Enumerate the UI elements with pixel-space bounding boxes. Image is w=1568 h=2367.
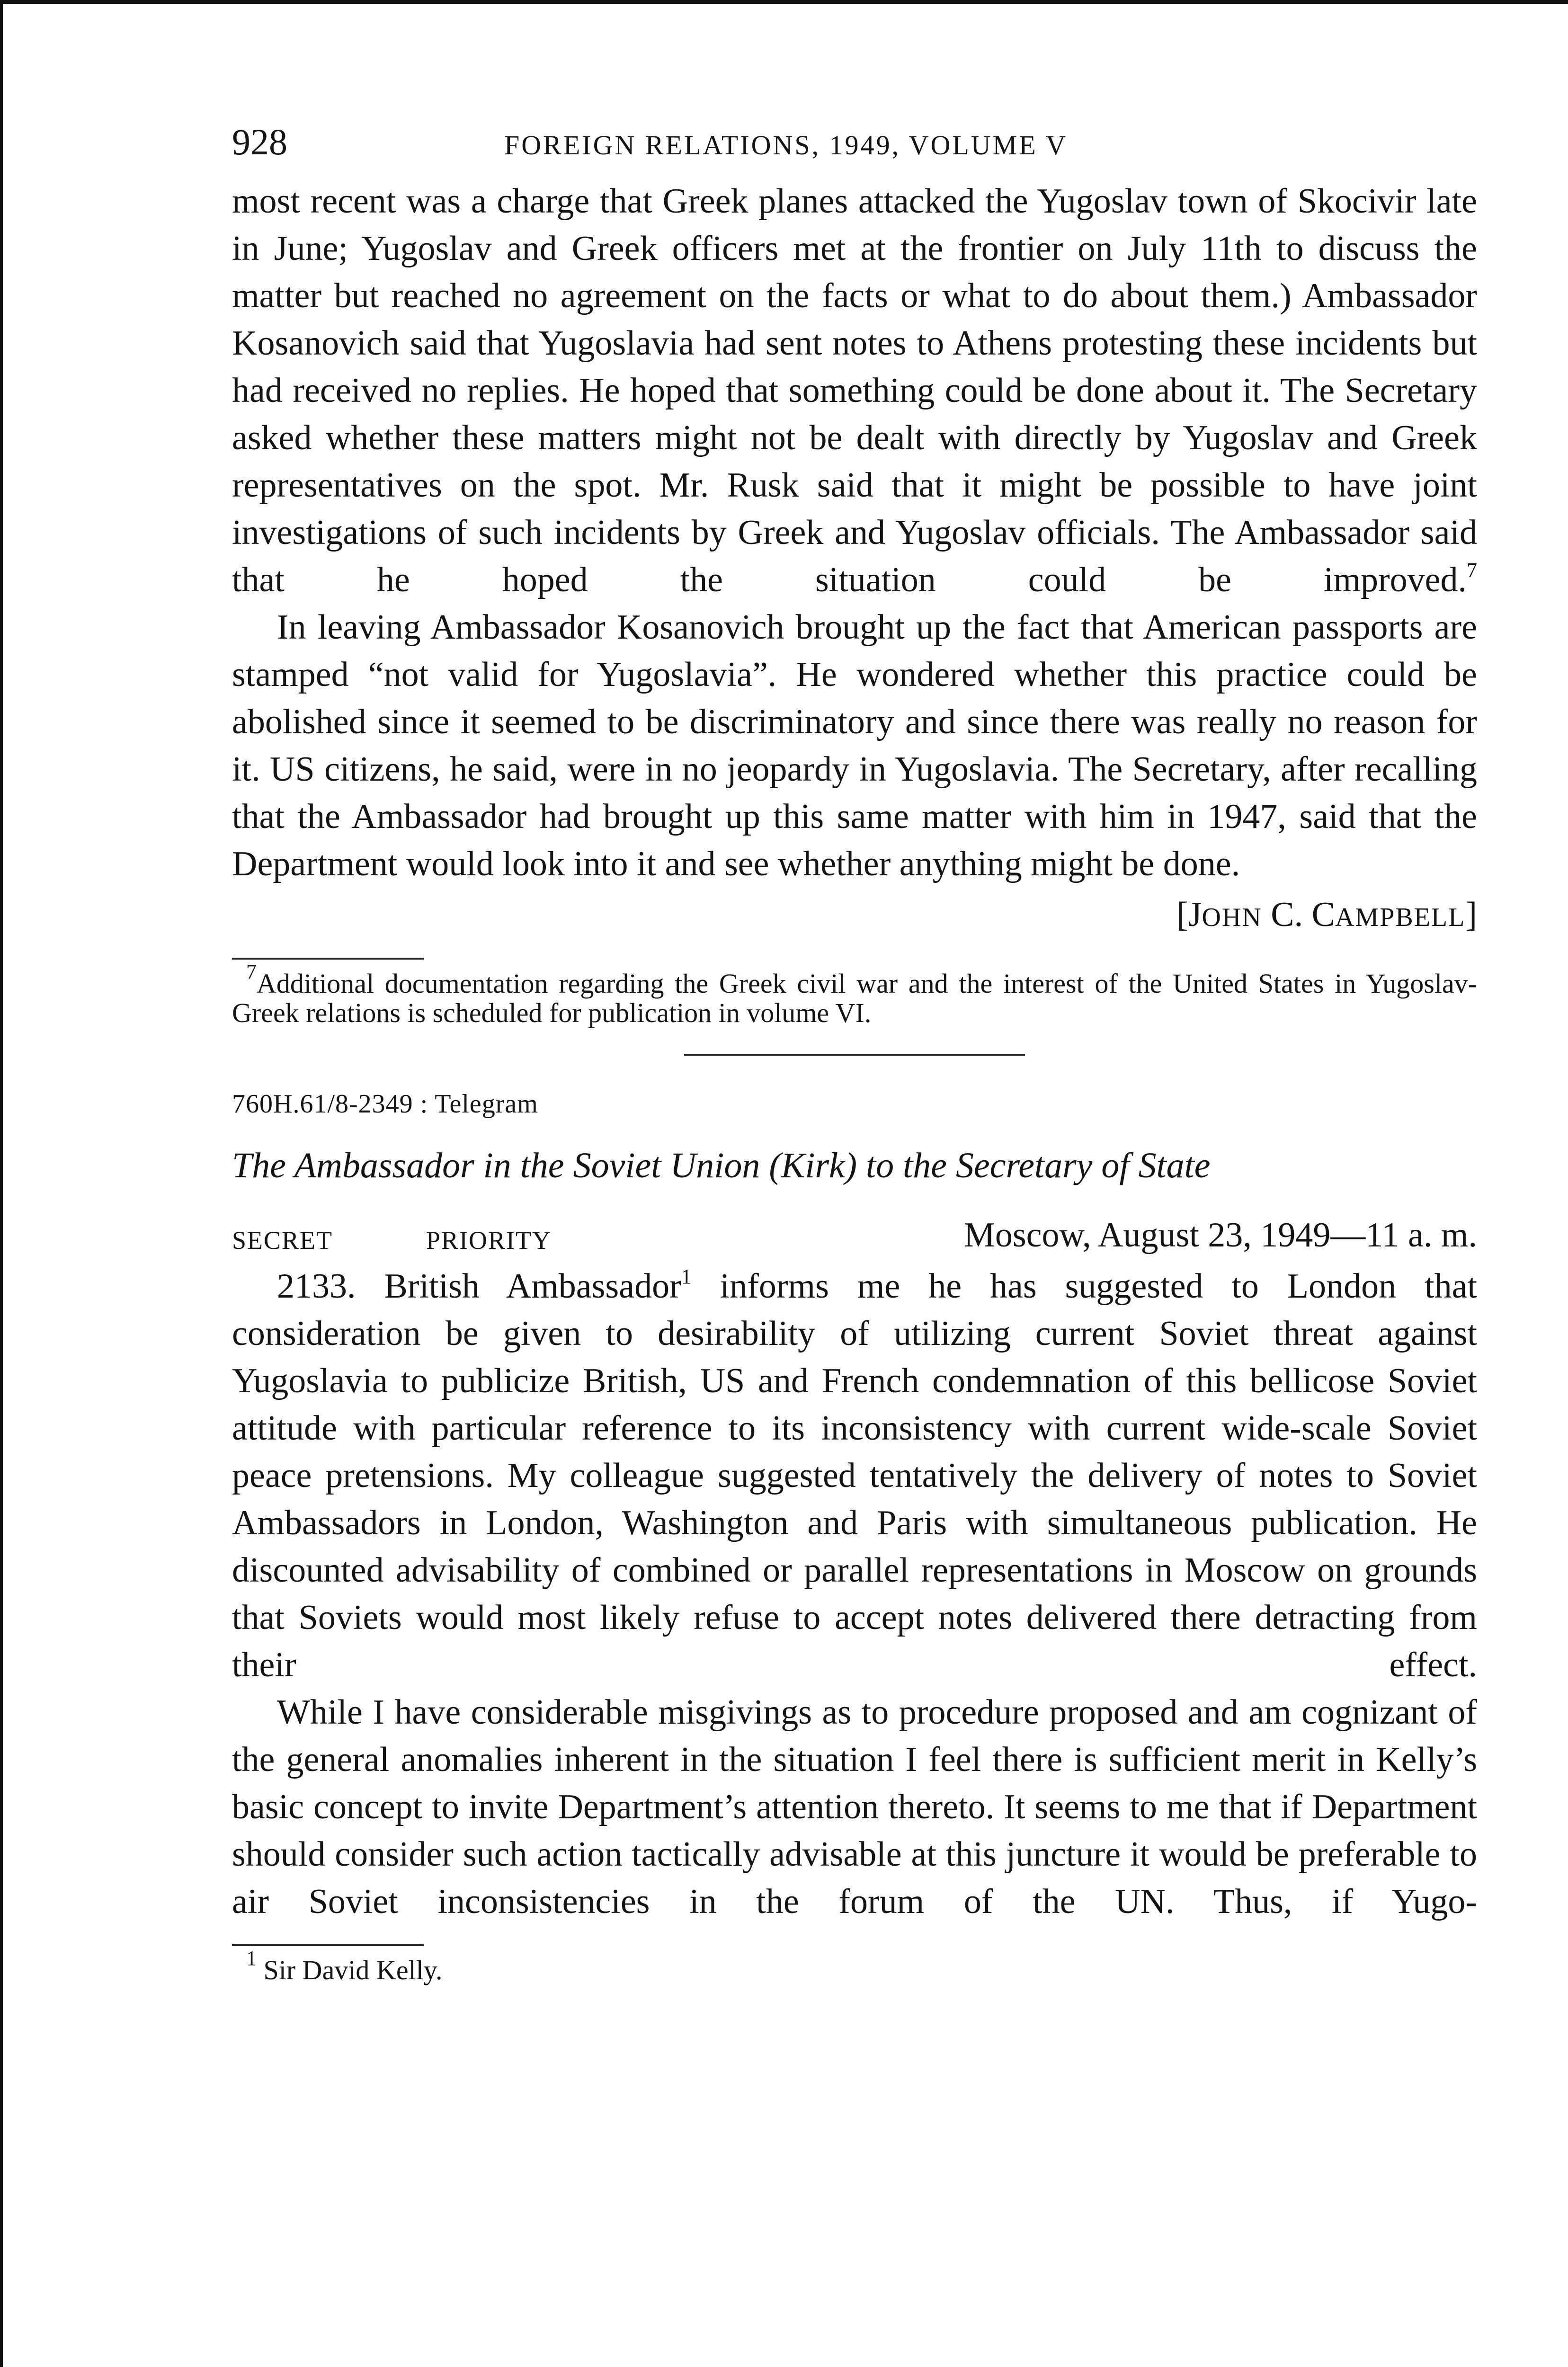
document-title: The Ambassador in the Soviet Union (Kirk) to the Secretary of State (232, 1146, 1211, 1185)
scan-edge-left (0, 0, 3, 2367)
document-page (232, 121, 1477, 1985)
footnote-reference-1: 1 (681, 1265, 692, 1288)
precedence-label: PRIORITY (426, 1226, 552, 1255)
signature-bracket-open: [ (1176, 895, 1188, 934)
signature-bracket-close: ] (1465, 895, 1477, 934)
footnote-7 (232, 960, 1477, 1028)
signature-last-rest: AMPBELL (1335, 903, 1466, 932)
paragraph-text-start: 2133. British Ambassador (277, 1267, 681, 1306)
section-divider (684, 1054, 1025, 1056)
footnote-divider (232, 1944, 424, 1946)
signature (232, 889, 1477, 943)
paragraph-rusk-discussion (232, 178, 1477, 604)
file-reference: 760H.61/8-2349 : Telegram (232, 1089, 538, 1119)
page-number: 928 (232, 121, 287, 162)
running-head: FOREIGN RELATIONS, 1949, VOLUME V (504, 130, 1068, 160)
footnote-text: Sir David Kelly. (263, 1955, 443, 1985)
paragraph-text-rest: informs me he has suggested to London that consideration be given to desirability of utilizing current Soviet threat against Yugoslavia to publicize British, US and French condemnation of this bellicose Soviet attitude with particular reference to its inconsistency with current wide-scale Soviet peace pretensions. My colleague suggested tentatively the delivery of notes to Soviet Ambassadors in London, Washington and Paris with simultaneous publication. He discounted advisability of combined or parallel representations in Moscow on grounds that Soviets would most likely refuse to accept notes delivered there detracting from their effect. (232, 1267, 1477, 1684)
paragraph-british-ambassador (232, 1263, 1477, 1689)
footnote-1 (232, 1947, 1477, 1985)
signature-first-rest: OHN (1202, 903, 1262, 932)
footnote-marker: 7 (246, 960, 257, 983)
footnote-text: Additional documentation regarding the Greek civil war and the interest of the United States in Yugoslav-Greek relations is scheduled for publication in volume VI. (232, 968, 1477, 1028)
page-header (232, 121, 1477, 178)
signature-middle: C. (1262, 895, 1312, 934)
scan-edge-top (0, 0, 1568, 4)
signature-last-initial: C (1311, 895, 1335, 934)
paragraph-text: most recent was a charge that Greek planes attacked the Yugoslav town of Skocivir late in June; Yugoslav and Greek officers met at the frontier on July 11th to discuss the matter but reached no agreement on the facts or what to do about them.) Ambassador Kosanovich said that Yugoslavia had sent notes to Athens protesting these incidents but had received no replies. He hoped that something could be done about it. The Secretary asked whether these matters might not be dealt with directly by Yugoslav and Greek representatives on the spot. Mr. Rusk said that it might be possible to have joint investigations of such incidents by Greek and Yugoslav officials. The Ambassador said that he hoped the situation could be improved. (232, 182, 1477, 599)
dateline: Moscow, August 23, 1949—11 a. m. (964, 1216, 1477, 1255)
footnote-divider (232, 958, 424, 960)
paragraph-passports: In leaving Ambassador Kosanovich brought up the fact that American passports are stamped “not valid for Yugoslavia”. He wondered whether this practice could be abolished since it seemed to be discriminatory and since there was really no reason for it. US citizens, he said, were in no jeopardy in Yugoslavia. The Secretary, after recalling that the Ambassador had brought up this same matter with him in 1947, said that the Department would look into it and see whether anything might be done. (232, 608, 1477, 883)
paragraph-misgivings: While I have considerable misgivings as to procedure proposed and am cognizant of the general anomalies inherent in the situation I feel there is sufficient merit in Kelly’s basic concept to invite Department’s attention thereto. It seems to me that if Department should consider such action tactically advisable at this juncture it would be preferable to air Soviet inconsistencies in the forum of the UN. Thus, if Yugo- (232, 1693, 1477, 1921)
footnote-marker: 1 (246, 1947, 257, 1970)
telegram-header-line (232, 1215, 1477, 1263)
classification-label: SECRET (232, 1226, 333, 1255)
footnote-reference-7: 7 (1467, 559, 1477, 582)
signature-first-initial: J (1188, 895, 1202, 934)
